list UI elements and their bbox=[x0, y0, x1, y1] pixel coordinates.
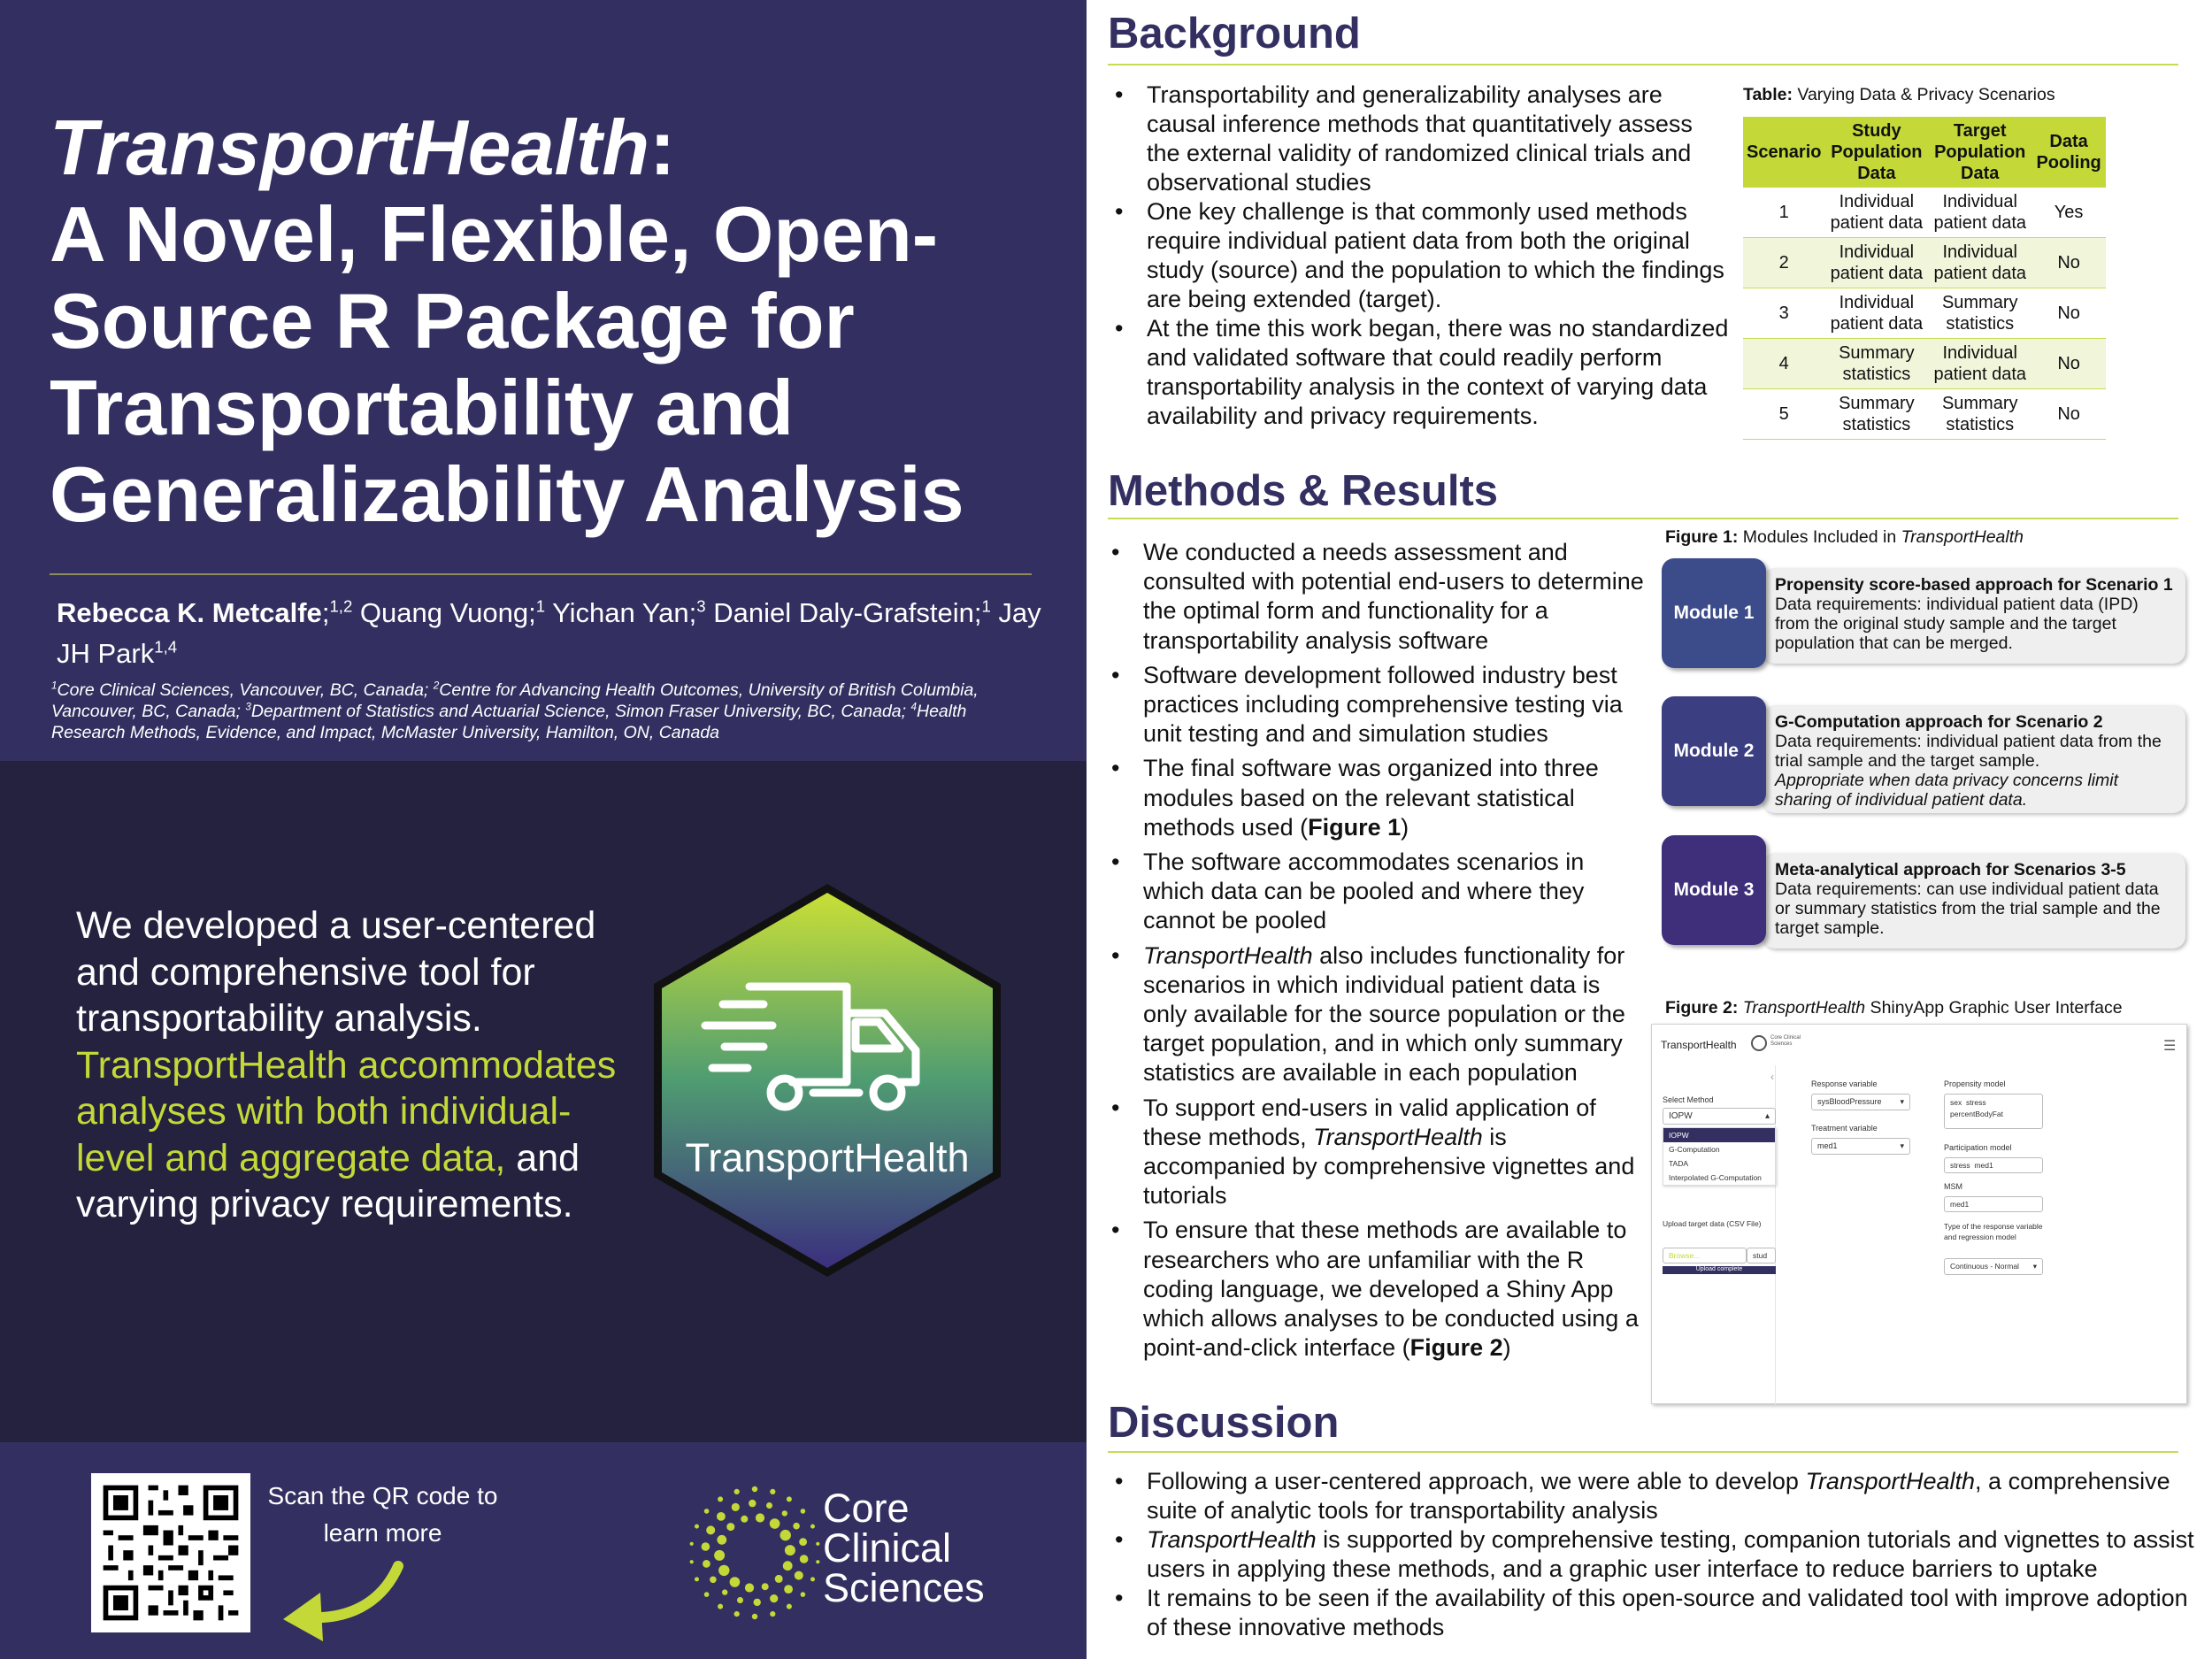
author-sup: 1,2 bbox=[329, 596, 353, 616]
list-item: • One key challenge is that commonly used methods require individual patient data from both the original study (source) and the population to which the findings are being extended (target). bbox=[1111, 197, 1731, 314]
table-cell: Individual patient data bbox=[1824, 238, 1928, 288]
logo-dot bbox=[714, 1550, 725, 1561]
affiliations bbox=[51, 680, 1033, 743]
model-tag: stress bbox=[1965, 1098, 1986, 1107]
key-claim bbox=[76, 902, 625, 1228]
module-desc: Data requirements: individual patient data (IPD) from the original study sample and the target population that can be merged. bbox=[1775, 595, 2139, 653]
caption-text: ShinyApp Graphic User Interface bbox=[1865, 998, 2123, 1018]
module-desc: Data requirements: individual patient data from the trial sample and the target sample. bbox=[1775, 732, 2162, 771]
select-method-value: IOPW bbox=[1669, 1111, 1693, 1121]
table-cell: 3 bbox=[1743, 288, 1824, 339]
affil-sup: 3 bbox=[245, 701, 251, 713]
bullet-text: also includes functionality for scenarios in which individual patient data is only available for the source population or the target population, and in which only summary statistics are available in each population bbox=[1143, 941, 1625, 1087]
logo-dot bbox=[718, 1565, 729, 1576]
response-variable-select[interactable] bbox=[1811, 1094, 1910, 1110]
list-item bbox=[1108, 754, 1647, 842]
title-package-name: TransportHealth bbox=[50, 104, 650, 191]
response-type-value: Continuous - Normal bbox=[1950, 1262, 2019, 1271]
logo-dot bbox=[783, 1561, 793, 1571]
author-sup: 1,4 bbox=[154, 637, 178, 657]
treatment-variable-select[interactable] bbox=[1811, 1138, 1910, 1155]
logo-dot bbox=[734, 1489, 740, 1494]
module-title: Meta-analytical approach for Scenarios 3-5 bbox=[1775, 860, 2126, 879]
caption-text: Varying Data & Privacy Scenarios bbox=[1792, 85, 2055, 104]
model-tag: stress bbox=[1950, 1161, 1970, 1170]
logo-dot bbox=[718, 1604, 723, 1609]
table-caption bbox=[1743, 85, 2055, 105]
logo-dot bbox=[745, 1583, 754, 1592]
logo-dot bbox=[741, 1516, 748, 1523]
logo-dot bbox=[770, 1594, 778, 1602]
model-tag: med1 bbox=[1974, 1161, 1993, 1170]
logo-dot bbox=[799, 1538, 807, 1546]
bullet-text: The software accommodates scenarios in which data can be pooled and where they cannot be pooled bbox=[1143, 849, 1585, 934]
bullet-text: ) bbox=[1502, 1334, 1511, 1362]
list-item bbox=[1108, 661, 1647, 749]
table-row bbox=[1743, 238, 2106, 288]
methods-heading: Methods & Results bbox=[1108, 467, 1499, 515]
affiliation: Centre for Advancing Health Outcomes, University of British Columbia, Vancouver, BC, Canada; bbox=[51, 680, 979, 721]
logo-dot bbox=[690, 1542, 694, 1546]
list-item bbox=[1108, 1216, 1647, 1363]
caption-italic: TransportHealth bbox=[1738, 998, 1866, 1018]
company-name bbox=[823, 1488, 985, 1608]
list-item bbox=[1108, 848, 1647, 936]
logo-dot bbox=[690, 1560, 694, 1563]
logo-dot bbox=[702, 1542, 710, 1551]
logo-dot bbox=[793, 1523, 800, 1530]
logo-dot bbox=[795, 1571, 803, 1580]
author-sup: 1 bbox=[981, 596, 991, 616]
app-logo-text: Core Clinical Sciences bbox=[1770, 1035, 1801, 1047]
table-header-cell: Target Population Data bbox=[1928, 117, 2032, 188]
methods-rule bbox=[1108, 518, 2178, 519]
list-item: • Transportability and generalizability analyses are causal inference methods that quantitatively assess the external validity of randomized clinical trials and observational studies bbox=[1111, 81, 1731, 197]
participation-model-input[interactable] bbox=[1944, 1157, 2043, 1173]
table-row bbox=[1743, 188, 2106, 238]
qr-code[interactable] bbox=[91, 1473, 250, 1632]
logo-dot bbox=[695, 1577, 699, 1581]
logo-dot bbox=[717, 1512, 726, 1521]
table-cell: Yes bbox=[2032, 188, 2106, 238]
logo-dot bbox=[703, 1560, 710, 1568]
logo-dot bbox=[734, 1611, 740, 1617]
logo-dot bbox=[810, 1577, 815, 1581]
table-cell: 5 bbox=[1743, 389, 1824, 440]
bullet-text: is supported by comprehensive testing, companion tutorials and vignettes to assist users in applying these methods, and a graphic user interface to reduce barriers to uptake bbox=[1147, 1526, 2194, 1582]
propensity-model-input[interactable] bbox=[1944, 1094, 2043, 1129]
author-sep: ; bbox=[321, 597, 330, 628]
app-brand: TransportHealth bbox=[1661, 1039, 1737, 1051]
caret-down-icon: ▾ bbox=[2032, 1262, 2037, 1271]
affiliation: Department of Statistics and Actuarial Science, Simon Fraser University, BC, Canada; bbox=[250, 702, 911, 721]
table-cell: Individual patient data bbox=[1928, 238, 2032, 288]
module-note: Appropriate when data privacy concerns limit sharing of individual patient data. bbox=[1775, 771, 2119, 810]
discussion-heading: Discussion bbox=[1108, 1399, 1340, 1447]
logo-dot bbox=[785, 1545, 795, 1555]
list-item bbox=[1111, 1584, 2195, 1642]
logo-dot bbox=[704, 1509, 710, 1514]
curved-arrow-icon bbox=[274, 1557, 407, 1646]
logo-dot bbox=[770, 1489, 775, 1494]
select-method-dropdown[interactable] bbox=[1663, 1108, 1776, 1125]
caption-label: Figure 2: bbox=[1665, 998, 1739, 1018]
package-name: TransportHealth bbox=[1143, 941, 1313, 969]
table-row bbox=[1743, 389, 2106, 440]
table-cell: Individual patient data bbox=[1928, 188, 2032, 238]
author: Quang Vuong; bbox=[352, 597, 536, 628]
background-bullets bbox=[1111, 81, 1731, 431]
table-header-cell: Data Pooling bbox=[2032, 117, 2106, 188]
logo-dot bbox=[706, 1525, 715, 1534]
method-option[interactable]: G-Computation bbox=[1669, 1145, 1720, 1154]
logo-dot bbox=[784, 1585, 793, 1594]
affil-sup: 4 bbox=[910, 701, 917, 713]
affil-sup: 2 bbox=[433, 680, 440, 692]
logo-dot bbox=[722, 1589, 727, 1594]
package-name: TransportHealth bbox=[1313, 1123, 1483, 1150]
affiliation: Health Research Methods, Evidence, and Impact, McMaster University, Hamilton, ON, Canada bbox=[51, 702, 967, 742]
logo-dot bbox=[816, 1542, 819, 1546]
list-item: • At the time this work began, there was no standardized and validated software that could readily perform transportability analysis in the context of varying data availability and privacy requirements. bbox=[1111, 314, 1731, 431]
bullet-text: ) bbox=[1401, 813, 1409, 841]
figure-2-caption bbox=[1665, 998, 2123, 1018]
model-tag: percentBodyFat bbox=[1950, 1110, 2004, 1118]
package-name: TransportHealth bbox=[1805, 1468, 1976, 1494]
claim-text: We developed a user-centered and comprehensive tool for transportability analysis. bbox=[76, 904, 596, 1040]
logo-dot bbox=[800, 1555, 809, 1563]
list-item bbox=[1108, 941, 1647, 1088]
bullet-text: To support end-users in valid application of these methods, bbox=[1143, 1094, 1596, 1150]
upload-label: Upload target data (CSV File) bbox=[1663, 1219, 1762, 1228]
affiliation: Core Clinical Sciences, Vancouver, BC, Canada; bbox=[57, 680, 434, 700]
logo-dot bbox=[756, 1513, 764, 1522]
first-author: Rebecca K. Metcalfe bbox=[57, 597, 322, 628]
app-logo-icon bbox=[1751, 1035, 1767, 1051]
table-row bbox=[1743, 288, 2106, 339]
response-variable-label: Response variable bbox=[1811, 1079, 1878, 1088]
browse-button[interactable]: Browse... bbox=[1663, 1248, 1747, 1263]
table-cell: Summary statistics bbox=[1928, 288, 2032, 339]
logo-dot bbox=[762, 1583, 769, 1590]
company-name-line: Core bbox=[823, 1486, 910, 1531]
bullet-text: The final software was organized into three modules based on the relevant statistical methods used ( bbox=[1143, 755, 1599, 841]
table-cell: Individual patient data bbox=[1824, 288, 1928, 339]
logo-dot bbox=[710, 1577, 717, 1584]
qr-instruction: Scan the QR code to learn more bbox=[267, 1482, 498, 1547]
logo-dot bbox=[749, 1500, 756, 1507]
logo-dot bbox=[766, 1502, 772, 1509]
logo-dot bbox=[717, 1535, 726, 1545]
logo-dot bbox=[787, 1496, 792, 1502]
bullet-text: Software development followed industry best practices including comprehensive testing via unit testing and and simulation studies bbox=[1143, 661, 1623, 748]
method-option[interactable]: TADA bbox=[1669, 1159, 1689, 1168]
logo-dot bbox=[695, 1525, 699, 1529]
file-name-field: stud bbox=[1747, 1248, 1776, 1263]
table-cell: 1 bbox=[1743, 188, 1824, 238]
logo-dot bbox=[704, 1592, 710, 1597]
response-variable-value: sysBloodPressure bbox=[1817, 1097, 1882, 1106]
logo-dot bbox=[775, 1575, 783, 1583]
bullet-text: We conducted a needs assessment and consulted with potential end-users to determine the optimal form and functionality for a transportability analysis software bbox=[1143, 539, 1644, 654]
logo-dot bbox=[726, 1523, 734, 1531]
module-title: Propensity score-based approach for Scenario 1 bbox=[1775, 575, 2173, 595]
logo-dot bbox=[787, 1604, 792, 1609]
response-type-select[interactable] bbox=[1944, 1258, 2043, 1275]
module-3-label: Module 3 bbox=[1662, 835, 1766, 945]
participation-model-label: Participation model bbox=[1944, 1143, 2012, 1152]
methods-bullets bbox=[1108, 538, 1647, 1363]
table-cell: Summary statistics bbox=[1824, 339, 1928, 389]
figure-ref: Figure 2 bbox=[1409, 1334, 1503, 1362]
table-header-row bbox=[1743, 117, 2106, 188]
list-item bbox=[1108, 1094, 1647, 1211]
hex-logo-text: TransportHealth bbox=[685, 1135, 970, 1180]
module-1-box bbox=[1763, 568, 2185, 664]
logo-dot bbox=[718, 1496, 723, 1502]
core-clinical-sciences-logo bbox=[680, 1478, 830, 1628]
table-cell: Summary statistics bbox=[1824, 389, 1928, 440]
logo-dot bbox=[801, 1509, 806, 1514]
module-2-label: Module 2 bbox=[1662, 696, 1766, 806]
claim-text: and varying privacy requirements. bbox=[76, 1136, 580, 1225]
table-cell: No bbox=[2032, 288, 2106, 339]
author: Jay JH Park bbox=[57, 597, 1041, 669]
caret-down-icon: ▾ bbox=[1900, 1097, 1904, 1106]
package-name: TransportHealth bbox=[1147, 1526, 1317, 1553]
background-heading: Background bbox=[1108, 10, 1361, 58]
module-1-label: Module 1 bbox=[1662, 558, 1766, 668]
caption-label: Table: bbox=[1743, 85, 1793, 104]
table-cell: Individual patient data bbox=[1928, 339, 2032, 389]
discussion-bullets bbox=[1111, 1467, 2195, 1642]
logo-dot bbox=[752, 1614, 757, 1619]
title-divider bbox=[50, 573, 1032, 575]
list-item bbox=[1111, 1467, 2195, 1525]
background-rule bbox=[1108, 64, 2178, 65]
method-option[interactable]: Interpolated G-Computation bbox=[1669, 1173, 1762, 1182]
logo-dot bbox=[752, 1486, 757, 1492]
claim-highlight: TransportHealth accommodates analyses with both individual-level and aggregate data, bbox=[76, 1043, 617, 1179]
module-2-box bbox=[1763, 705, 2185, 813]
logo-dot bbox=[780, 1530, 791, 1540]
method-options-list bbox=[1663, 1127, 1776, 1186]
response-type-label: Type of the response variable and regression model bbox=[1944, 1222, 2043, 1241]
msm-label: MSM bbox=[1944, 1182, 1962, 1191]
msm-input[interactable] bbox=[1944, 1196, 2043, 1212]
table-cell: No bbox=[2032, 389, 2106, 440]
poster-title bbox=[50, 104, 1049, 538]
logo-dot bbox=[732, 1503, 740, 1511]
collapse-chevron-icon[interactable]: ‹ bbox=[1770, 1071, 1774, 1083]
caption-label: Figure 1: bbox=[1665, 527, 1739, 547]
module-3-box bbox=[1763, 853, 2185, 949]
propensity-model-label: Propensity model bbox=[1944, 1079, 2006, 1088]
company-name-line: Sciences bbox=[823, 1565, 985, 1610]
table-cell: 2 bbox=[1743, 238, 1824, 288]
list-item bbox=[1108, 538, 1647, 656]
table-cell: No bbox=[2032, 238, 2106, 288]
logo-dot bbox=[810, 1525, 815, 1529]
title-colon: : bbox=[649, 104, 676, 191]
table-header-cell: Scenario bbox=[1743, 117, 1824, 188]
discussion-rule bbox=[1108, 1451, 2178, 1453]
logo-dot bbox=[816, 1560, 819, 1563]
hamburger-menu-icon[interactable]: ☰ bbox=[2163, 1039, 2177, 1054]
caption-italic: TransportHealth bbox=[1901, 527, 2024, 547]
logo-dot bbox=[770, 1611, 775, 1617]
module-desc: Data requirements: can use individual patient data or summary statistics from the trial sample and the target sample. bbox=[1775, 879, 2161, 938]
treatment-variable-label: Treatment variable bbox=[1811, 1124, 1878, 1133]
upload-progress-bar: Upload complete bbox=[1663, 1266, 1776, 1274]
table-cell: Individual patient data bbox=[1824, 188, 1928, 238]
author-sup: 3 bbox=[696, 596, 706, 616]
title-subtitle: A Novel, Flexible, Open-Source R Package for Transportability and Generalizability Analysis bbox=[50, 190, 964, 538]
table-row bbox=[1743, 339, 2106, 389]
shiny-app-screenshot bbox=[1651, 1024, 2187, 1404]
logo-dot bbox=[770, 1518, 780, 1529]
transporthealth-hex-logo bbox=[650, 880, 1004, 1280]
bullet-text: Following a user-centered approach, we were able to develop bbox=[1147, 1468, 1806, 1494]
logo-dot bbox=[730, 1577, 741, 1587]
bullet-text: is accompanied by comprehensive vignettes and tutorials bbox=[1143, 1123, 1635, 1210]
caret-up-icon: ▴ bbox=[1764, 1111, 1770, 1121]
bullet-text: It remains to be seen if the availability of this open-source and validated tool with improve adoption of these innovative methods bbox=[1147, 1585, 2188, 1640]
bullet-text: To ensure that these methods are available to researchers who are unfamiliar with the R coding language, we developed a Shiny App which allows analyses to be conducted using a point-and-click interface ( bbox=[1143, 1217, 1639, 1362]
treatment-variable-value: med1 bbox=[1817, 1141, 1838, 1150]
logo-dot bbox=[754, 1599, 761, 1606]
author-list bbox=[57, 593, 1056, 674]
author: Yichan Yan; bbox=[545, 597, 697, 628]
list-item bbox=[1111, 1525, 2195, 1584]
author: Daniel Daly-Grafstein; bbox=[705, 597, 982, 628]
logo-dot bbox=[801, 1592, 806, 1597]
module-title: G-Computation approach for Scenario 2 bbox=[1775, 712, 2103, 732]
figure-ref: Figure 1 bbox=[1308, 813, 1402, 841]
table-cell: No bbox=[2032, 339, 2106, 389]
company-name-line: Clinical bbox=[823, 1525, 952, 1571]
scenario-table bbox=[1743, 117, 2106, 440]
logo-dot bbox=[782, 1510, 787, 1516]
method-option[interactable]: IOPW bbox=[1663, 1128, 1775, 1142]
caption-text: Modules Included in bbox=[1738, 527, 1901, 547]
model-tag: sex bbox=[1950, 1098, 1962, 1107]
affil-sup: 1 bbox=[51, 680, 58, 692]
table-cell: Summary statistics bbox=[1928, 389, 2032, 440]
select-method-label: Select Method bbox=[1663, 1095, 1714, 1104]
figure-1-caption bbox=[1665, 527, 2024, 548]
table-cell: 4 bbox=[1743, 339, 1824, 389]
caret-down-icon: ▾ bbox=[1900, 1141, 1904, 1150]
table-header-cell: Study Population Data bbox=[1824, 117, 1928, 188]
author-sup: 1 bbox=[535, 596, 546, 616]
logo-dot bbox=[737, 1597, 743, 1603]
bullet-text: , a comprehensive suite of analytic tools for transportability analysis bbox=[1147, 1468, 2170, 1524]
model-tag: med1 bbox=[1950, 1200, 1970, 1209]
